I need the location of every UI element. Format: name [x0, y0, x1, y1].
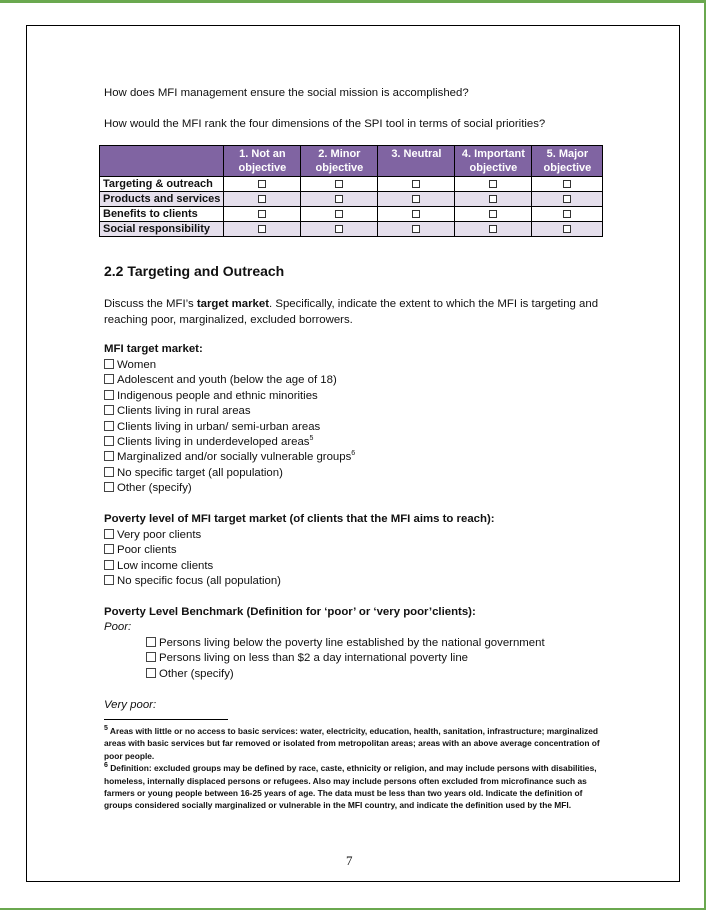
rating-checkbox[interactable]: [563, 195, 571, 203]
rating-checkbox[interactable]: [563, 210, 571, 218]
target-checkbox[interactable]: [104, 482, 114, 492]
rating-checkbox[interactable]: [335, 225, 343, 233]
column-header: 1. Not an objective: [224, 146, 301, 177]
poverty-checkbox[interactable]: [104, 529, 114, 539]
intro-text: Discuss the MFI’s: [104, 298, 197, 310]
footnote-text: Areas with little or no access to basic services: water, electricity, education, health, sanitation, infrastructure; marginalized areas with basic services but far removed or isolated from metropolitan areas; areas with an above average concentration of poor people.: [104, 726, 600, 761]
rating-checkbox[interactable]: [563, 180, 571, 188]
target-market-label: MFI target market:: [104, 343, 203, 355]
row-label: Targeting & outreach: [100, 177, 224, 192]
table-row: [100, 222, 603, 237]
target-checkbox[interactable]: [104, 451, 114, 461]
poor-options: [146, 636, 545, 682]
target-checkbox[interactable]: [104, 436, 114, 446]
option-label: Other (specify): [159, 667, 234, 680]
list-item: [146, 636, 545, 651]
rating-checkbox[interactable]: [335, 180, 343, 188]
list-item: [104, 389, 355, 404]
table-header-blank: [100, 146, 224, 177]
footnote-number: 5: [104, 725, 108, 733]
option-label: Adolescent and youth (below the age of 18): [117, 374, 337, 387]
footnote-ref[interactable]: 6: [351, 450, 356, 458]
footnote-ref[interactable]: 5: [309, 435, 314, 443]
benchmark-checkbox[interactable]: [146, 668, 156, 678]
question-social-mission: How does MFI management ensure the social mission is accomplished?: [104, 87, 469, 99]
rating-checkbox[interactable]: [258, 195, 266, 203]
rating-checkbox[interactable]: [412, 225, 420, 233]
target-checkbox[interactable]: [104, 374, 114, 384]
option-label: Clients living in underdeveloped areas: [117, 435, 310, 448]
rating-checkbox[interactable]: [412, 195, 420, 203]
footnote-6: [104, 762, 604, 812]
option-label: Persons living on less than $2 a day international poverty line: [159, 652, 468, 665]
rating-checkbox[interactable]: [489, 195, 497, 203]
list-item: [104, 481, 355, 496]
list-item: [104, 466, 355, 481]
rating-checkbox[interactable]: [335, 195, 343, 203]
column-header: 5. Major objective: [532, 146, 603, 177]
list-item: [104, 404, 355, 419]
option-label: Clients living in rural areas: [117, 405, 251, 418]
target-checkbox[interactable]: [104, 359, 114, 369]
target-market-options: [104, 358, 355, 497]
section-heading: 2.2 Targeting and Outreach: [104, 263, 285, 279]
list-item: [146, 651, 545, 666]
option-label: Other (specify): [117, 482, 192, 495]
option-label: No specific focus (all population): [117, 575, 281, 588]
question-spi-rank: How would the MFI rank the four dimensions of the SPI tool in terms of social priorities?: [104, 118, 546, 130]
option-label: Low income clients: [117, 559, 214, 572]
row-label: Products and services: [100, 192, 224, 207]
rating-checkbox[interactable]: [258, 180, 266, 188]
list-item: [104, 543, 281, 558]
footnote-number: 6: [104, 762, 108, 770]
rating-checkbox[interactable]: [258, 225, 266, 233]
option-label: Poor clients: [117, 544, 177, 557]
rating-checkbox[interactable]: [489, 210, 497, 218]
target-checkbox[interactable]: [104, 421, 114, 431]
rating-checkbox[interactable]: [258, 210, 266, 218]
list-item: [104, 528, 281, 543]
option-label: Women: [117, 359, 157, 371]
rating-checkbox[interactable]: [563, 225, 571, 233]
benchmark-label: Poverty Level Benchmark (Definition for ‘poor’ or ‘very poor’clients):: [104, 606, 476, 618]
section-intro: [104, 296, 604, 328]
column-header: 4. Important objective: [455, 146, 532, 177]
list-item: [104, 559, 281, 574]
rating-checkbox[interactable]: [412, 180, 420, 188]
list-item: [146, 667, 545, 682]
poor-label: Poor:: [104, 621, 132, 633]
column-header: 2. Minor objective: [301, 146, 378, 177]
page-number: 7: [346, 853, 353, 868]
target-checkbox[interactable]: [104, 390, 114, 400]
poverty-level-label: Poverty level of MFI target market (of clients that the MFI aims to reach):: [104, 513, 495, 525]
benchmark-checkbox[interactable]: [146, 637, 156, 647]
option-label: Indigenous people and ethnic minorities: [117, 389, 318, 402]
list-item: [104, 358, 355, 373]
intro-text: . Specifically, indicate the extent to which the MFI is targeting and reaching poor, marginalized, excluded borrowers.: [104, 298, 599, 326]
option-label: Clients living in urban/ semi-urban areas: [117, 420, 321, 433]
option-label: Persons living below the poverty line established by the national government: [159, 637, 545, 649]
option-label: No specific target (all population): [117, 466, 283, 479]
poverty-checkbox[interactable]: [104, 575, 114, 585]
target-checkbox[interactable]: [104, 405, 114, 415]
footnotes: [104, 725, 604, 812]
benchmark-checkbox[interactable]: [146, 652, 156, 662]
rating-checkbox[interactable]: [489, 225, 497, 233]
footnote-text: Definition: excluded groups may be defined by race, caste, ethnicity or religion, and may include persons with disabilities, homeless, internally displaced persons or refugees. Also may include persons often excluded from microfinance such as farmers or young people between 16-25 years of age. The data must be less than two years old. Indicate the definition of groups considered socially marginalized or vulnerable in the MFI country, and indicate the definition used by the MFI.: [104, 763, 597, 811]
table-header-row: [100, 146, 603, 177]
list-item: [104, 373, 355, 388]
poverty-checkbox[interactable]: [104, 560, 114, 570]
rating-checkbox[interactable]: [489, 180, 497, 188]
column-header: 3. Neutral: [378, 146, 455, 177]
poverty-level-options: [104, 528, 281, 590]
very-poor-label: Very poor:: [104, 699, 157, 711]
row-label: Social responsibility: [100, 222, 224, 237]
footnote-separator: [104, 719, 228, 720]
footnote-5: [104, 725, 604, 762]
option-label: Very poor clients: [117, 529, 202, 541]
poverty-checkbox[interactable]: [104, 544, 114, 554]
table-row: [100, 192, 603, 207]
table-row: [100, 207, 603, 222]
list-item: [104, 420, 355, 435]
spi-priority-table: [99, 145, 603, 237]
list-item: [104, 450, 355, 465]
row-label: Benefits to clients: [100, 207, 224, 222]
option-label: Marginalized and/or socially vulnerable groups: [117, 451, 352, 464]
list-item: [104, 435, 355, 450]
table-row: [100, 177, 603, 192]
rating-checkbox[interactable]: [335, 210, 343, 218]
rating-checkbox[interactable]: [412, 210, 420, 218]
intro-bold-text: target market: [196, 298, 270, 310]
list-item: [104, 574, 281, 589]
target-checkbox[interactable]: [104, 467, 114, 477]
window-frame-top: [0, 0, 706, 3]
